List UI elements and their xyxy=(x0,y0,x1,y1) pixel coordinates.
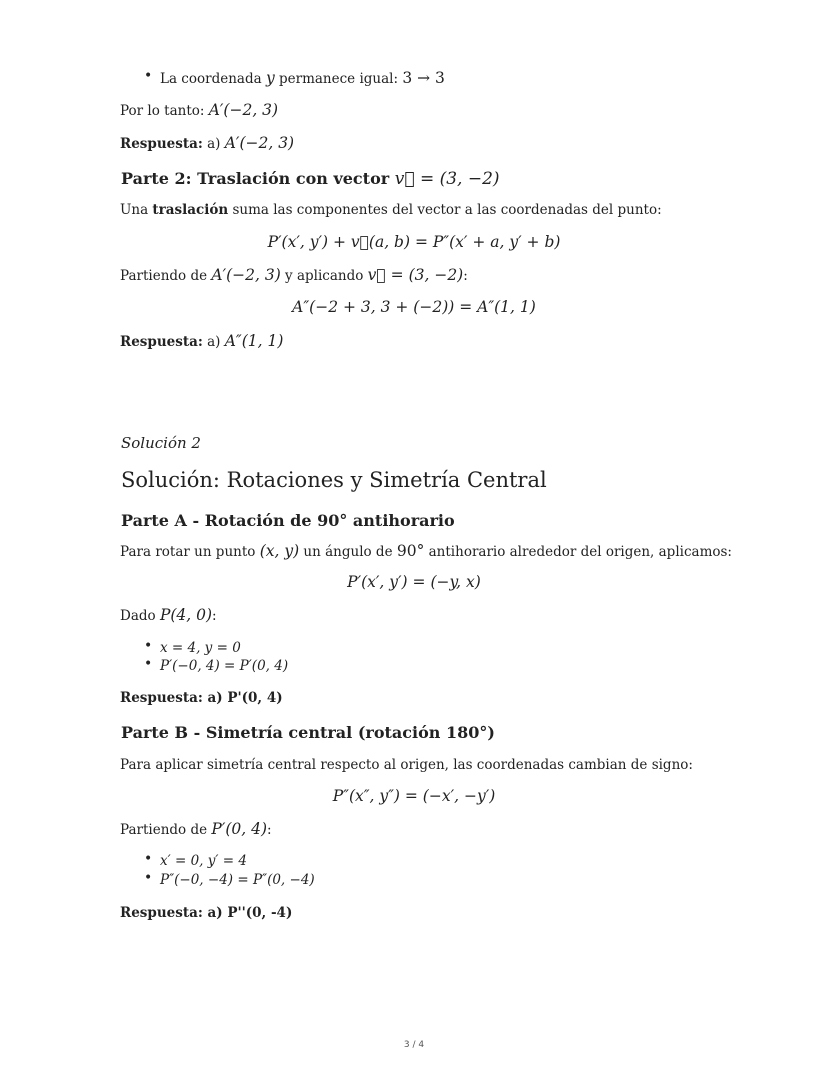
list-item: P″(−0, −4) = P″(0, −4) xyxy=(160,872,315,888)
respuesta-a: Respuesta: a) P'(0, 4) xyxy=(120,690,283,706)
bullet-y-unchanged: La coordenada y permanece igual: 3 → 3 xyxy=(160,69,445,87)
heading-parte-2: Parte 2: Traslación con vector v⃗ = (3, −2) xyxy=(121,169,500,189)
equation-simetria: P″(x″, y″) = (−x′, −y′) xyxy=(332,787,496,805)
page-number: 3 / 4 xyxy=(403,1040,425,1050)
bullet-marker: • xyxy=(144,656,153,672)
bullet-marker: • xyxy=(144,68,153,84)
bullet-marker: • xyxy=(144,851,153,867)
por-lo-tanto-line: Por lo tanto: A′(−2, 3) xyxy=(120,101,279,119)
simetria-description: Para aplicar simetría central respecto al origen, las coordenadas cambian de signo: xyxy=(120,757,693,773)
list-item: P′(−0, 4) = P′(0, 4) xyxy=(160,658,289,674)
list-item: x′ = 0, y′ = 4 xyxy=(160,853,247,869)
partiendo-line-2: Partiendo de P′(0, 4): xyxy=(120,820,272,838)
solucion-2-label: Solución 2 xyxy=(121,434,201,452)
main-title: Solución: Rotaciones y Simetría Central xyxy=(121,468,547,492)
heading-parte-a: Parte A - Rotación de 90° antihorario xyxy=(121,511,455,530)
respuesta-2: Respuesta: a) A″(1, 1) xyxy=(120,332,284,350)
equation-traslacion: P′(x′, y′) + v⃗(a, b) = P″(x′ + a, y′ + b) xyxy=(267,233,561,251)
list-item: x = 4, y = 0 xyxy=(160,640,241,656)
bullet-marker: • xyxy=(144,638,153,654)
respuesta-1: Respuesta: a) A′(−2, 3) xyxy=(120,134,295,152)
bullet-marker: • xyxy=(144,870,153,886)
heading-parte-b: Parte B - Simetría central (rotación 180°) xyxy=(121,723,495,742)
partiendo-line-1: Partiendo de A′(−2, 3) y aplicando v⃗ = (3, −2): xyxy=(120,266,468,284)
rotar-description: Para rotar un punto (x, y) un ángulo de 90° antihorario alrededor del origen, aplicamos: xyxy=(120,542,732,560)
dado-line: Dado P(4, 0): xyxy=(120,606,217,624)
equation-a-double-prime: A″(−2 + 3, 3 + (−2)) = A″(1, 1) xyxy=(292,298,536,316)
equation-rotacion: P′(x′, y′) = (−y, x) xyxy=(347,573,481,591)
respuesta-b: Respuesta: a) P''(0, -4) xyxy=(120,905,293,921)
traslacion-description: Una traslación suma las componentes del vector a las coordenadas del punto: xyxy=(120,202,662,218)
